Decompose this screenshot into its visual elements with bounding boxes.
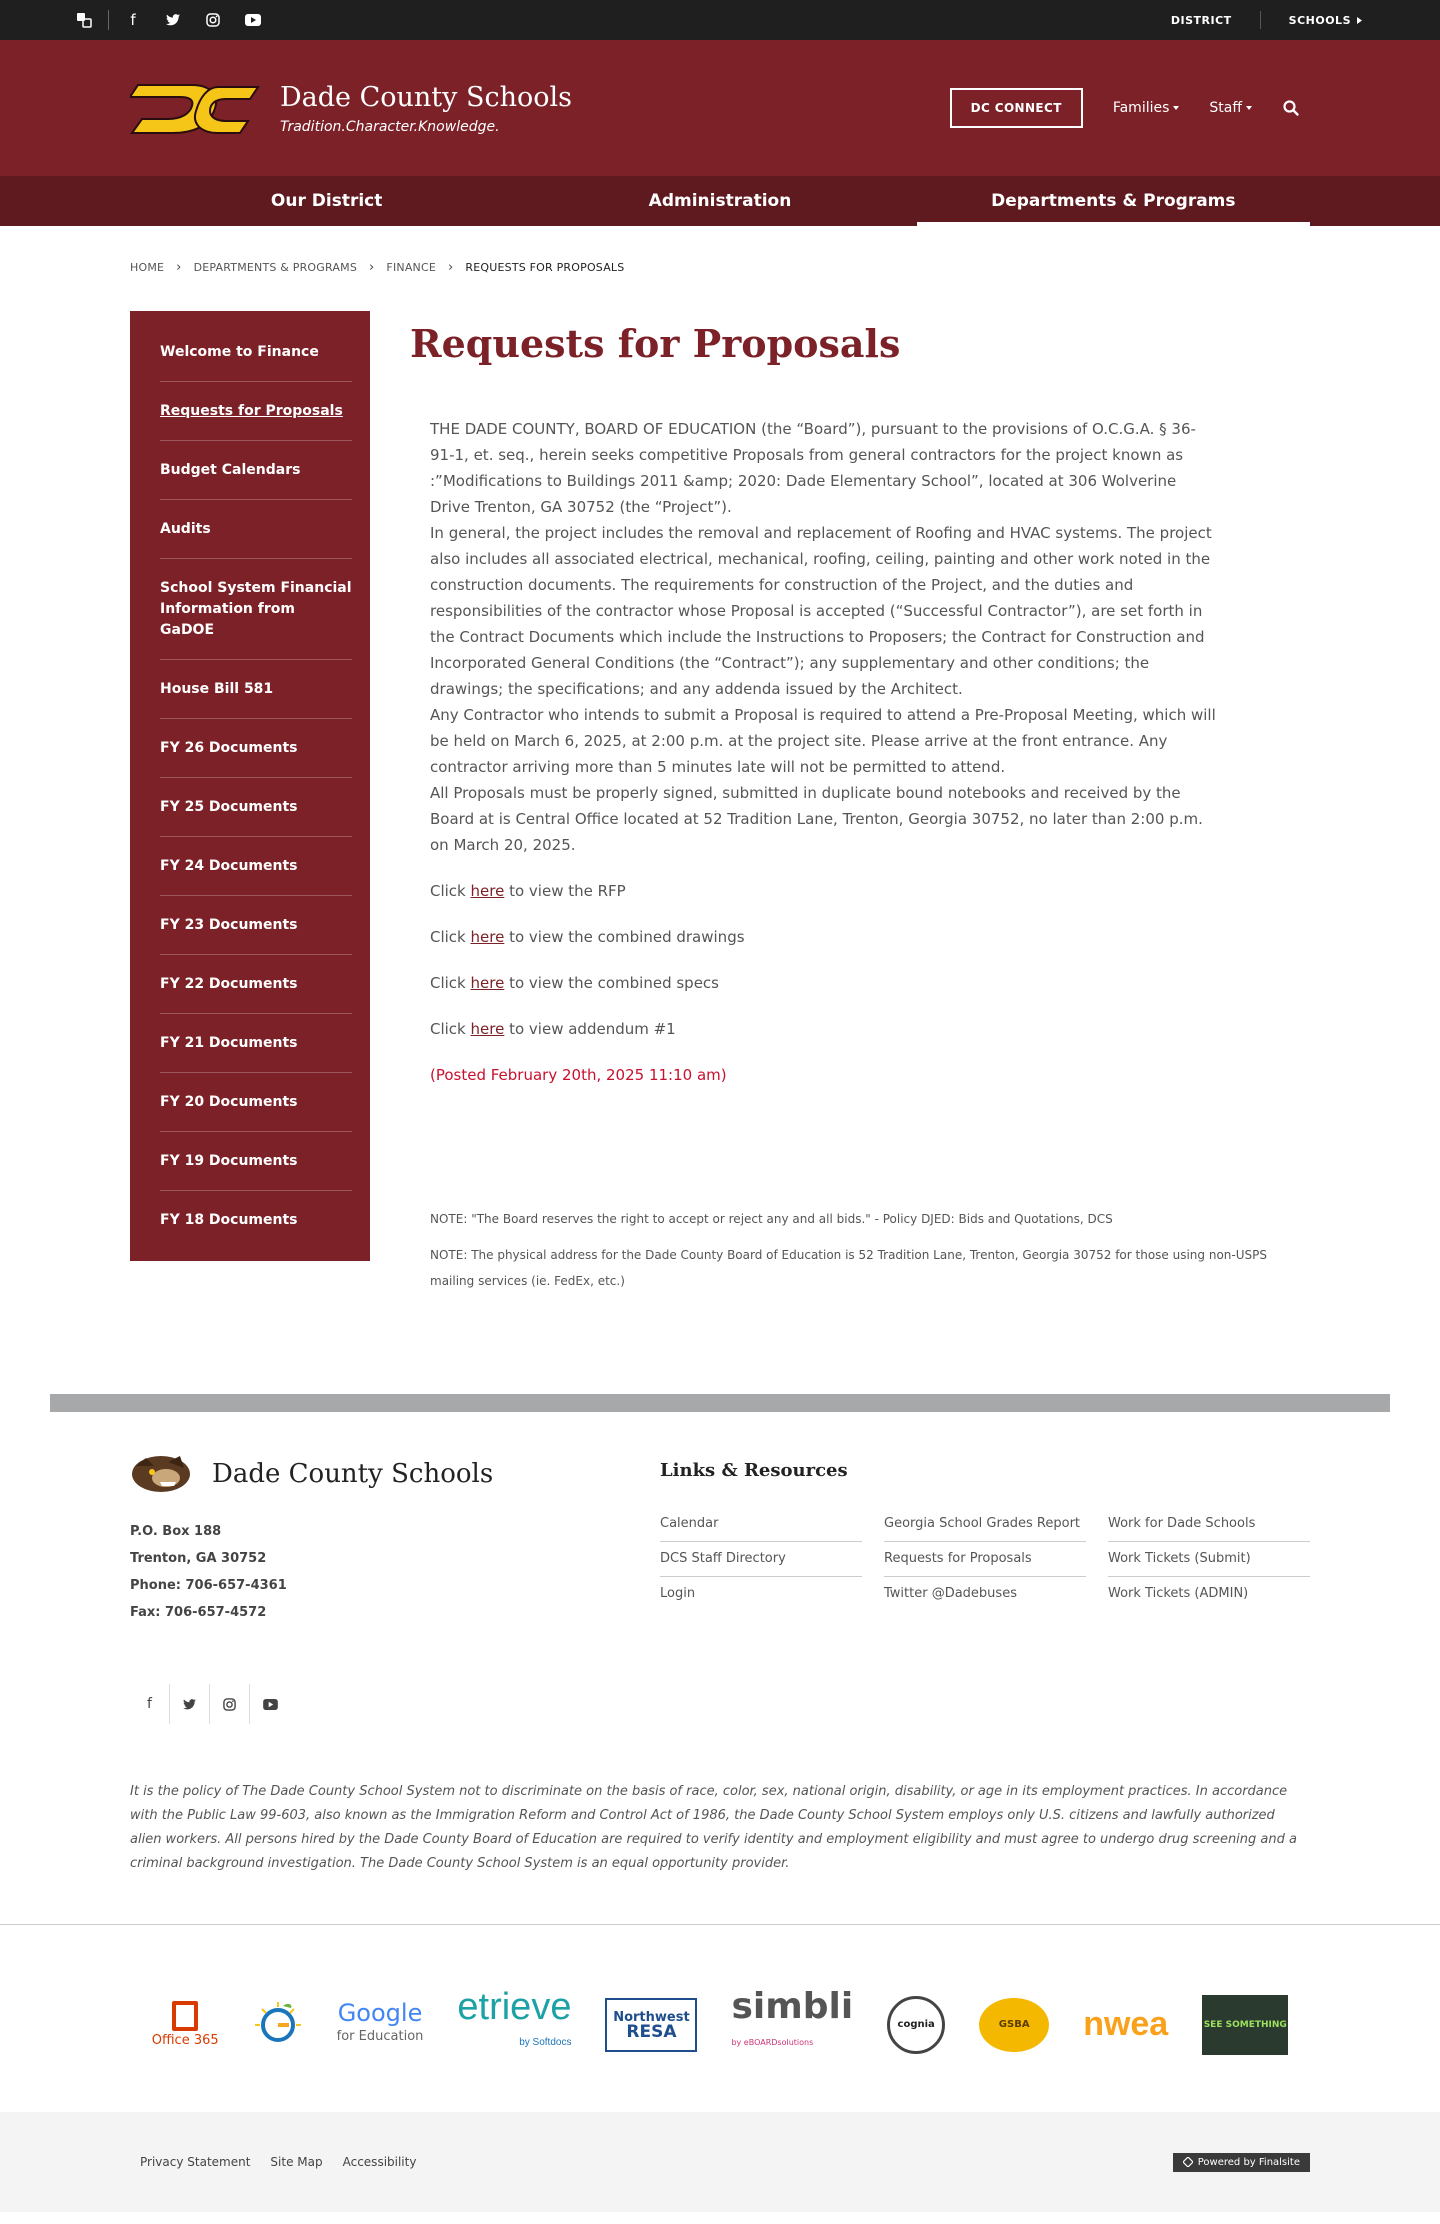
gsba-exemplary-logo[interactable]: [979, 1998, 1049, 2052]
sidebar-item-requests-for-proposals[interactable]: Requests for Proposals: [160, 382, 352, 441]
etrieve-sub: by Softdocs: [519, 2036, 572, 2048]
utility-bar: [0, 0, 1440, 40]
breadcrumb: [0, 226, 1440, 275]
site-map-link[interactable]: Site Map: [270, 2155, 323, 2169]
link-prefix: Click: [430, 928, 471, 946]
schools-label: SCHOOLS: [1288, 13, 1351, 27]
office365-label: Office 365: [151, 2033, 219, 2048]
instagram-icon[interactable]: [193, 0, 233, 40]
families-label: Families: [1112, 100, 1170, 116]
nondiscrimination-statement: It is the policy of The Dade County School System not to discriminate on the basis of race, color, sex, national origin, disability, or age in its employment practices. In accordance with the Public Law 99-603, also known as the Immigration Reform and Control Act of 1986, the Dade County School System employs only U.S. citizens and lawfully authorized alien workers. All persons hired by the Dade County Board of Education are required to verify identity and employment eligibility and must agree to undergo drug screening and a criminal background investigation. The Dade County School System is an equal opportunity provider.: [130, 1784, 1297, 1871]
nwea-wordmark: nwea: [1083, 2005, 1169, 2043]
breadcrumb-departments[interactable]: DEPARTMENTS & PROGRAMS: [193, 261, 358, 274]
footer-address: [130, 1518, 660, 1626]
footer-link-staff-directory[interactable]: DCS Staff Directory: [660, 1542, 862, 1577]
address-po-box: P.O. Box 188: [130, 1524, 222, 1539]
content-area: [0, 275, 1440, 1294]
footer-link-calendar[interactable]: Calendar: [660, 1507, 862, 1542]
nav-our-district[interactable]: Our District: [270, 191, 383, 211]
sidebar-item-fy25[interactable]: FY 25 Documents: [160, 778, 352, 837]
footer-links: [660, 1452, 1310, 1724]
sidebar-item-fy26[interactable]: FY 26 Documents: [160, 719, 352, 778]
footer-link-work-tickets-submit[interactable]: Work Tickets (Submit): [1108, 1542, 1310, 1577]
bottom-bar: [0, 2112, 1440, 2212]
nav-administration[interactable]: Administration: [648, 191, 792, 211]
dc-connect-button[interactable]: DC CONNECT: [950, 88, 1083, 128]
dc-logo: [130, 73, 260, 143]
footer-site-name: Dade County Schools: [212, 1459, 494, 1489]
bottom-links: [140, 2155, 416, 2169]
link-prefix: Click: [430, 882, 471, 900]
footer-link-school-grades[interactable]: Georgia School Grades Report: [884, 1507, 1086, 1542]
link-prefix: Click: [430, 974, 471, 992]
link-prefix: Click: [430, 1020, 471, 1038]
youtube-icon[interactable]: [233, 0, 273, 40]
resa-bottom: RESA: [626, 2021, 677, 2042]
breadcrumb-finance[interactable]: FINANCE: [386, 261, 437, 274]
links-column: [884, 1507, 1086, 1611]
utility-links: [1143, 11, 1390, 29]
addendum-link-line: [430, 1016, 1220, 1042]
sidebar-item-fy22[interactable]: FY 22 Documents: [160, 955, 352, 1014]
main-content: [410, 311, 1310, 1294]
footer-link-work-for-dade[interactable]: Work for Dade Schools: [1108, 1507, 1310, 1542]
see-something-banner[interactable]: [1202, 1995, 1288, 2055]
view-drawings-link[interactable]: here: [470, 928, 505, 946]
view-addendum-link[interactable]: here: [470, 1020, 505, 1038]
facebook-icon[interactable]: f: [130, 11, 136, 29]
drawings-link-line: [430, 924, 1220, 950]
paragraph: In general, the project includes the removal and replacement of Roofing and HVAC systems. The project also includes all associated electrical, mechanical, roofing, ceiling, painting and other work noted in the construction documents. The requirements for construction of the Project, and the duties and responsibilities of the contractor whose Proposal is accepted (“Successful Contractor”), are set forth in the Contract Documents which include the Instructions to Proposers; the Contract for Construction and Incorporated General Conditions (the “Contract”); any supplementary and other conditions; the drawings; the specifications; and any addenda issued by the Architect.: [430, 524, 1212, 698]
footer-divider-bar: [50, 1394, 1390, 1412]
cognia-logo[interactable]: [887, 1996, 945, 2054]
powered-label: Powered by Finalsite: [1197, 2156, 1300, 2168]
sidebar-item-fy18[interactable]: FY 18 Documents: [160, 1212, 298, 1228]
address-city: Trenton, GA 30752: [130, 1551, 267, 1566]
links-column: [1108, 1507, 1310, 1611]
sidebar-item-fy23[interactable]: FY 23 Documents: [160, 896, 352, 955]
footer-link-login[interactable]: Login: [660, 1586, 696, 1601]
search-icon[interactable]: [1282, 99, 1300, 117]
instagram-icon[interactable]: [210, 1684, 250, 1724]
rfp-body: [410, 416, 1310, 1088]
notes: [410, 1206, 1310, 1294]
schools-dropdown[interactable]: [1261, 14, 1390, 27]
divider: [108, 10, 109, 30]
sidebar-item-financial-info-gadoe[interactable]: School System Financial Information from GaDOE: [160, 559, 352, 660]
paragraph: All Proposals must be properly signed, submitted in duplicate bound notebooks and received by the Board at is Central Office located at 52 Tradition Lane, Trenton, Georgia 30752, no later than 2:00 p.m. on March 20, 2025.: [430, 784, 1203, 854]
privacy-statement-link[interactable]: Privacy Statement: [140, 2155, 251, 2169]
sidebar-item-fy24[interactable]: FY 24 Documents: [160, 837, 352, 896]
breadcrumb-current: REQUESTS FOR PROPOSALS: [465, 261, 625, 274]
sidebar-item-fy21[interactable]: FY 21 Documents: [160, 1014, 352, 1073]
posted-date: (Posted February 20th, 2025 11:10 am): [430, 1066, 727, 1084]
resa-top: Northwest: [613, 2009, 690, 2025]
footer-link-twitter[interactable]: Twitter @Dadebuses: [884, 1586, 1017, 1601]
rfp-link-line: [430, 878, 1220, 904]
georgia-logo[interactable]: [253, 1995, 303, 2055]
office365-logo[interactable]: [152, 1995, 219, 2055]
sidebar-item-fy19[interactable]: FY 19 Documents: [160, 1132, 352, 1191]
staff-label: Staff: [1209, 100, 1242, 116]
chevron-down-icon: [1173, 106, 1179, 110]
address-phone[interactable]: Phone: 706-657-4361: [130, 1578, 287, 1593]
address-fax: Fax: 706-657-4572: [130, 1605, 267, 1620]
view-specs-link[interactable]: here: [470, 974, 505, 992]
chevron-right-icon: ›: [369, 260, 375, 275]
office-icon: [172, 2001, 198, 2031]
simbli-wordmark: simbli: [731, 1985, 854, 2027]
see-something-label: SEE SOMETHING: [1203, 2019, 1287, 2030]
footer-social: [130, 1684, 660, 1724]
finalsite-icon: [1183, 2157, 1193, 2167]
link-suffix: to view addendum #1: [504, 1020, 676, 1038]
note-address: NOTE: The physical address for the Dade County Board of Education is 52 Tradition Lane, Trenton, Georgia 30752 for those using non-USPS mailing services (ie. FedEx, etc.): [430, 1248, 1267, 1288]
footer-brand: [130, 1452, 660, 1496]
link-suffix: to view the combined specs: [504, 974, 719, 992]
section-sidebar: [130, 311, 370, 1261]
header-actions: [950, 88, 1300, 128]
site-tagline: Tradition.Character.Knowledge.: [280, 118, 500, 135]
powered-by-finalsite[interactable]: [1173, 2153, 1310, 2172]
peach-sunburst-icon: [253, 2000, 303, 2050]
northwest-resa-logo[interactable]: [605, 1998, 697, 2052]
chevron-right-icon: ›: [448, 260, 454, 275]
paragraph: Any Contractor who intends to submit a Proposal is required to attend a Pre-Proposal Meeting, which will be held on March 6, 2025, at 2:00 p.m. at the project site. Please arrive at the front entrance. Any contractor arriving more than 5 minutes late will not be permitted to attend.: [430, 706, 1216, 776]
footer: [0, 1412, 1440, 1724]
sidebar-item-fy20[interactable]: FY 20 Documents: [160, 1073, 352, 1132]
chevron-right-icon: ›: [176, 260, 182, 275]
nwea-logo[interactable]: [1083, 1995, 1168, 2055]
brand[interactable]: [130, 73, 572, 143]
breadcrumb-home[interactable]: HOME: [130, 261, 165, 274]
site-name: Dade County Schools: [280, 81, 572, 113]
twitter-icon[interactable]: [170, 1684, 210, 1724]
cognia-label: cognia: [897, 2019, 935, 2030]
chevron-down-icon: [1246, 106, 1252, 110]
sidebar-item-audits[interactable]: Audits: [160, 500, 352, 559]
paragraph: THE DADE COUNTY, BOARD OF EDUCATION (the “Board”), pursuant to the provisions of O.C.G.A. § 36-91-1, et. seq., herein seeks competitive Proposals from general contractors for the project known as :”Modifications to Buildings 2011 &amp; 2020: Dade Elementary School”, located at 306 Wolverine Drive Trenton, GA 30752 (the “Project”).: [430, 420, 1196, 516]
twitter-icon[interactable]: [153, 0, 193, 40]
simbli-sub: by eBOARDsolutions: [731, 2037, 814, 2047]
etrieve-logo[interactable]: [457, 1985, 572, 2055]
links-column: [660, 1507, 862, 1611]
sidebar-item-house-bill-581[interactable]: House Bill 581: [160, 660, 352, 719]
youtube-icon[interactable]: [250, 1684, 290, 1724]
staff-dropdown[interactable]: [1209, 100, 1252, 116]
simbli-logo[interactable]: [731, 1985, 854, 2055]
footer-link-work-tickets-admin[interactable]: Work Tickets (ADMIN): [1108, 1586, 1249, 1601]
utility-icons: [64, 0, 273, 40]
google-wordmark: Google: [337, 1998, 423, 2027]
note-bids: NOTE: "The Board reserves the right to accept or reject any and all bids." - Policy DJED: Bids and Quotations, DCS: [430, 1212, 1113, 1226]
district-link[interactable]: DISTRICT: [1170, 13, 1232, 27]
google-sub: for Education: [336, 2028, 424, 2044]
sidebar-item-welcome-to-finance[interactable]: Welcome to Finance: [160, 323, 352, 382]
nav-departments-programs[interactable]: Departments & Programs: [917, 176, 1310, 226]
wolverine-mascot-logo: [130, 1452, 192, 1496]
links-title: Links & Resources: [660, 1460, 848, 1481]
sidebar-item-budget-calendars[interactable]: Budget Calendars: [160, 441, 352, 500]
google-for-education-logo[interactable]: [337, 1995, 424, 2055]
footer-contact: [130, 1452, 660, 1724]
footer-link-rfp[interactable]: Requests for Proposals: [884, 1542, 1086, 1577]
link-suffix: to view the combined drawings: [504, 928, 745, 946]
view-rfp-link[interactable]: here: [470, 882, 505, 900]
specs-link-line: [430, 970, 1220, 996]
link-suffix: to view the RFP: [504, 882, 626, 900]
facebook-icon[interactable]: f: [130, 1684, 170, 1724]
links-grid: [660, 1507, 1310, 1611]
partner-logos: [0, 1924, 1440, 2104]
site-header: [0, 40, 1440, 176]
main-navigation: [0, 176, 1440, 226]
etrieve-wordmark: etrieve: [457, 1985, 572, 2028]
families-dropdown[interactable]: [1113, 100, 1180, 116]
gsba-label: GSBA: [998, 2019, 1030, 2030]
caret-right-icon: [1357, 17, 1362, 24]
page-title: Requests for Proposals: [410, 321, 901, 366]
accessibility-link[interactable]: Accessibility: [342, 2155, 417, 2169]
translate-icon[interactable]: [64, 0, 104, 40]
